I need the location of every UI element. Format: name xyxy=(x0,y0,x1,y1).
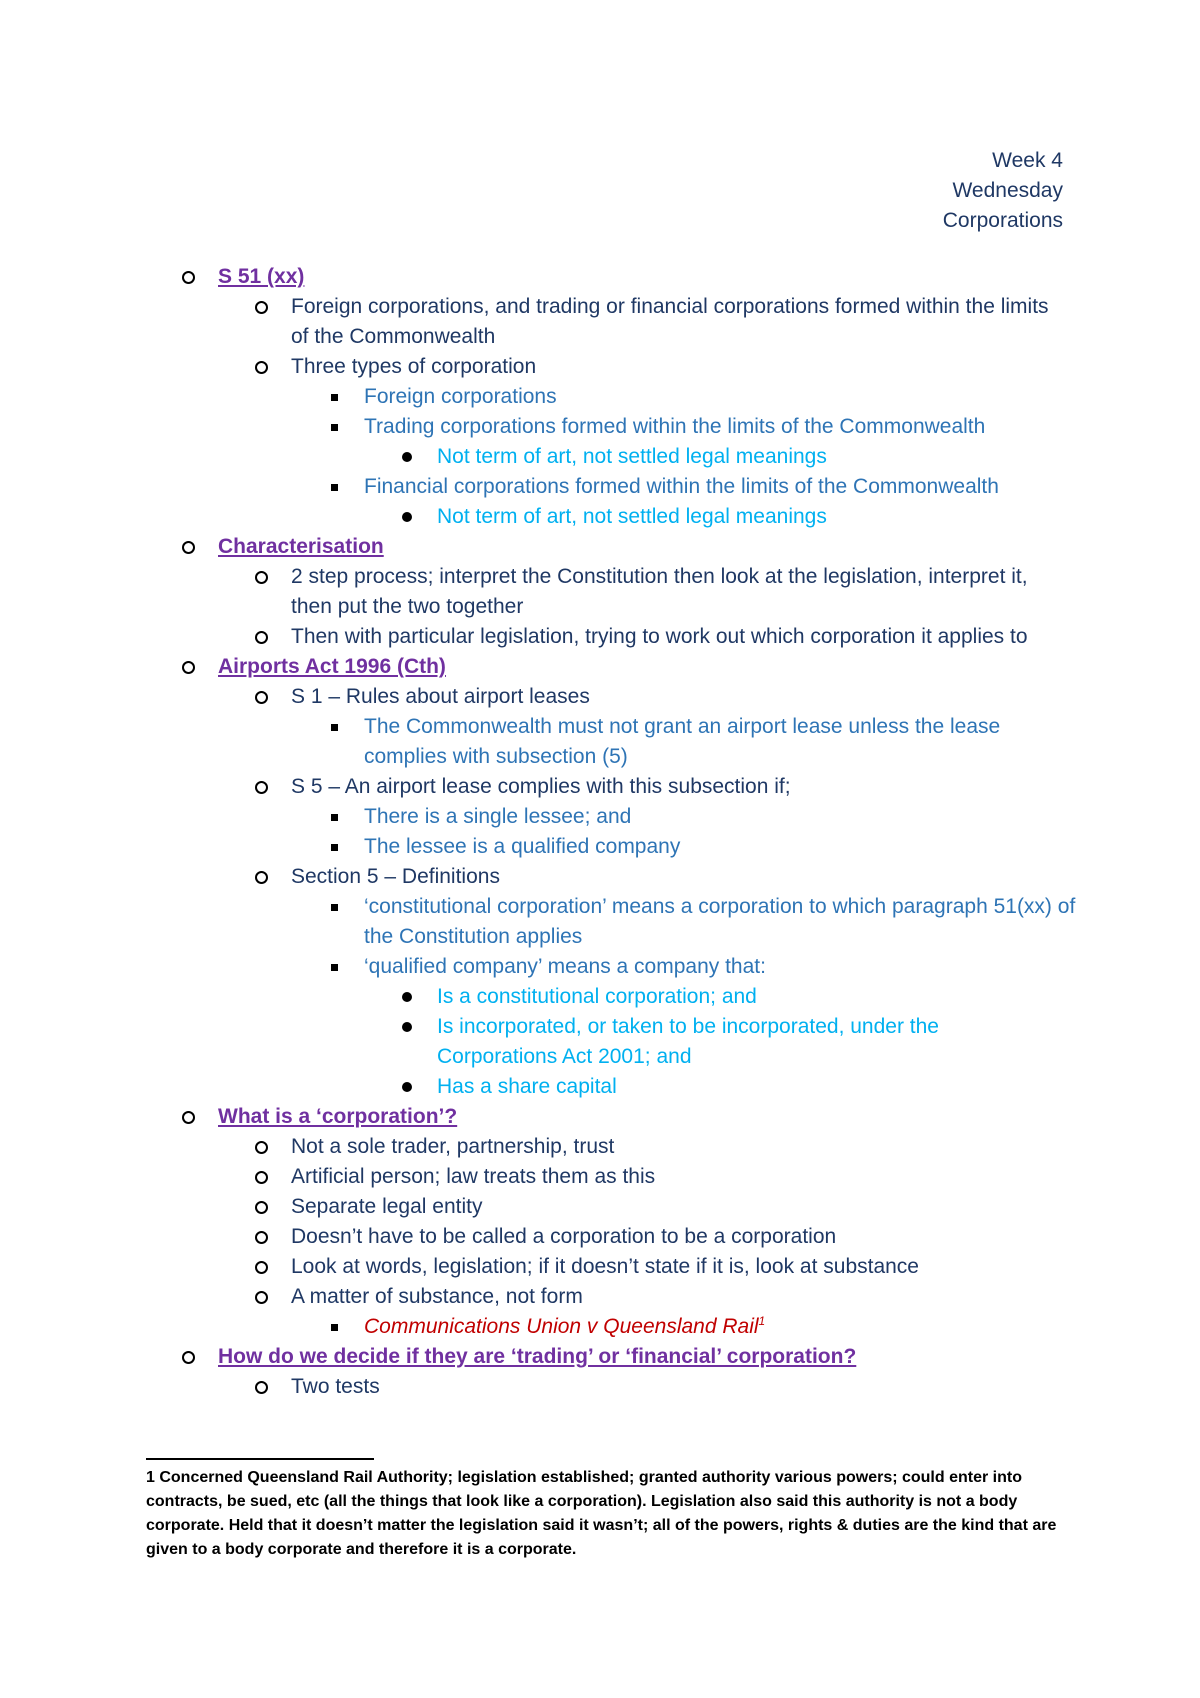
outline-item-label: Trading corporations formed within the limits of the Commonwealth xyxy=(364,415,986,438)
outline-item xyxy=(0,832,1200,862)
outline-item-text xyxy=(291,1282,1071,1312)
outline-item-label: ‘constitutional corporation’ means a corporation to which paragraph 51(xx) of the Constitution applies xyxy=(364,895,1076,948)
page-header xyxy=(943,146,1063,236)
outline-bullet-circle-icon xyxy=(254,562,268,592)
outline-item-label: Three types of corporation xyxy=(291,355,537,378)
outline-item-text xyxy=(291,772,1071,802)
outline-bullet-circle-icon xyxy=(254,1252,268,1282)
outline-item-label: The Commonwealth must not grant an airport lease unless the lease complies with subsection (5) xyxy=(364,715,1001,768)
outline-bullet-circle-icon xyxy=(254,622,268,652)
outline-item-label: S 51 (xx) xyxy=(218,265,305,288)
outline-item-label: Section 5 – Definitions xyxy=(291,865,500,888)
outline-bullet-square-icon xyxy=(327,952,341,982)
outline-item xyxy=(0,1012,1200,1072)
outline-item-label: Separate legal entity xyxy=(291,1195,483,1218)
outline-item-label: S 5 – An airport lease complies with this subsection if; xyxy=(291,775,791,798)
outline-bullet-dot-icon xyxy=(400,982,414,1012)
outline-bullet-square-icon xyxy=(327,412,341,442)
outline-item-label: Look at words, legislation; if it doesn’t state if it is, look at substance xyxy=(291,1255,919,1278)
outline-item-text xyxy=(437,502,1037,532)
outline-bullet-square-icon xyxy=(327,1312,341,1342)
outline-item-text xyxy=(437,1072,1037,1102)
outline-heading xyxy=(0,1102,1200,1132)
outline-bullet-circle-icon xyxy=(254,292,268,322)
outline-item xyxy=(0,352,1200,382)
outline-bullet-square-icon xyxy=(327,802,341,832)
outline-item xyxy=(0,1132,1200,1162)
outline-bullet-square-icon xyxy=(327,382,341,412)
outline-heading xyxy=(0,652,1200,682)
outline-item-label: Financial corporations formed within the limits of the Commonwealth xyxy=(364,475,999,498)
outline-item-label: Doesn’t have to be called a corporation to be a corporation xyxy=(291,1225,837,1248)
outline-item xyxy=(0,1252,1200,1282)
outline-item-text xyxy=(364,472,1084,502)
outline-bullet-circle-icon xyxy=(254,1372,268,1402)
outline-item-label: Not a sole trader, partnership, trust xyxy=(291,1135,615,1158)
outline-heading xyxy=(0,532,1200,562)
outline-item xyxy=(0,292,1200,352)
outline-bullet-circle-icon xyxy=(181,652,195,682)
outline-item-text xyxy=(291,1222,1071,1252)
outline-item-label: There is a single lessee; and xyxy=(364,805,632,828)
outline-bullet-circle-icon xyxy=(254,352,268,382)
outline-bullet-circle-icon xyxy=(254,1282,268,1312)
outline-item-label: Not term of art, not settled legal meanings xyxy=(437,445,827,468)
outline-item-text xyxy=(437,1012,1037,1072)
outline-bullet-square-icon xyxy=(327,712,341,742)
outline-item xyxy=(0,892,1200,952)
outline-item-text xyxy=(218,532,1058,562)
outline-item xyxy=(0,862,1200,892)
outline-item-text xyxy=(364,412,1084,442)
outline-item-label: Two tests xyxy=(291,1375,380,1398)
outline-item-text xyxy=(291,562,1071,622)
outline-item-label: Is a constitutional corporation; and xyxy=(437,985,757,1008)
outline-item-label: Not term of art, not settled legal meanings xyxy=(437,505,827,528)
outline-item xyxy=(0,802,1200,832)
outline-bullet-dot-icon xyxy=(400,442,414,472)
outline-item-label: 2 step process; interpret the Constitution then look at the legislation, interpret it, then put the two together xyxy=(291,565,1028,618)
outline-bullet-circle-icon xyxy=(181,262,195,292)
outline-bullet-dot-icon xyxy=(400,502,414,532)
outline-item-text xyxy=(291,292,1071,352)
outline-item-text xyxy=(437,982,1037,1012)
outline-item-text xyxy=(291,1372,1071,1402)
outline-item-text xyxy=(291,1192,1071,1222)
outline-item xyxy=(0,1372,1200,1402)
outline-bullet-circle-icon xyxy=(254,1162,268,1192)
outline-item xyxy=(0,952,1200,982)
outline-item xyxy=(0,472,1200,502)
outline-item-text xyxy=(291,862,1071,892)
header-week: Week 4 xyxy=(992,149,1063,172)
footnote-reference: 1 xyxy=(758,1314,766,1328)
outline-item-text xyxy=(218,1342,1058,1372)
outline-item xyxy=(0,772,1200,802)
notes-outline xyxy=(0,262,1200,1402)
outline-heading xyxy=(0,262,1200,292)
outline-item-label: Foreign corporations, and trading or financial corporations formed within the limits of the Commonwealth xyxy=(291,295,1049,348)
outline-item-text xyxy=(218,262,1058,292)
outline-item xyxy=(0,1072,1200,1102)
outline-item-text xyxy=(291,352,1071,382)
outline-bullet-square-icon xyxy=(327,832,341,862)
outline-bullet-circle-icon xyxy=(254,772,268,802)
outline-item xyxy=(0,1282,1200,1312)
outline-bullet-circle-icon xyxy=(181,532,195,562)
outline-bullet-circle-icon xyxy=(254,862,268,892)
outline-item-text xyxy=(218,652,1058,682)
outline-item-text xyxy=(291,622,1071,652)
outline-item xyxy=(0,982,1200,1012)
outline-item-text xyxy=(364,802,1084,832)
outline-item-label: Artificial person; law treats them as this xyxy=(291,1165,656,1188)
outline-item xyxy=(0,712,1200,772)
outline-item xyxy=(0,1222,1200,1252)
outline-bullet-circle-icon xyxy=(181,1342,195,1372)
outline-item-text xyxy=(364,892,1084,952)
outline-item xyxy=(0,382,1200,412)
outline-item-label: A matter of substance, not form xyxy=(291,1285,583,1308)
outline-item xyxy=(0,1192,1200,1222)
outline-item-label: Is incorporated, or taken to be incorporated, under the Corporations Act 2001; and xyxy=(437,1015,939,1068)
header-topic: Corporations xyxy=(942,209,1063,232)
outline-bullet-square-icon xyxy=(327,472,341,502)
outline-bullet-circle-icon xyxy=(254,682,268,712)
outline-item-text xyxy=(437,442,1037,472)
outline-item-label: Foreign corporations xyxy=(364,385,557,408)
outline-item-label: Then with particular legislation, trying to work out which corporation it applies to xyxy=(291,625,1028,648)
outline-item-text xyxy=(291,682,1071,712)
outline-item-text xyxy=(364,832,1084,862)
outline-item xyxy=(0,412,1200,442)
outline-item-text xyxy=(364,952,1084,982)
outline-item-text xyxy=(364,712,1084,772)
outline-item-text xyxy=(364,382,1084,412)
outline-item xyxy=(0,562,1200,622)
outline-item xyxy=(0,442,1200,472)
outline-item xyxy=(0,622,1200,652)
outline-item-text xyxy=(291,1132,1071,1162)
outline-item-label: Airports Act 1996 (Cth) xyxy=(218,655,446,678)
outline-bullet-dot-icon xyxy=(400,1072,414,1102)
outline-item xyxy=(0,682,1200,712)
outline-item-label: Characterisation xyxy=(218,535,384,558)
outline-bullet-circle-icon xyxy=(254,1192,268,1222)
outline-item-text xyxy=(291,1252,1071,1282)
outline-item xyxy=(0,502,1200,532)
outline-item-label: Has a share capital xyxy=(437,1075,617,1098)
outline-item xyxy=(0,1162,1200,1192)
outline-item-label: How do we decide if they are ‘trading’ or ‘financial’ corporation? xyxy=(218,1345,857,1368)
outline-item-label: S 1 – Rules about airport leases xyxy=(291,685,590,708)
outline-item-label: ‘qualified company’ means a company that: xyxy=(364,955,766,978)
outline-item-label: What is a ‘corporation’? xyxy=(218,1105,458,1128)
outline-item-text xyxy=(218,1102,1058,1132)
outline-heading xyxy=(0,1342,1200,1372)
outline-bullet-circle-icon xyxy=(181,1102,195,1132)
outline-item-text xyxy=(364,1312,1084,1342)
footnote-separator xyxy=(146,1458,374,1460)
header-day: Wednesday xyxy=(952,179,1063,202)
outline-bullet-square-icon xyxy=(327,892,341,922)
outline-item-text xyxy=(291,1162,1071,1192)
outline-item-label: The lessee is a qualified company xyxy=(364,835,681,858)
footnote: 1 Concerned Queensland Rail Authority; legislation established; granted authority various powers; could enter into contracts, be sued, etc (all the things that look like a corporation). Legislation also said this authority is not a body corporate. Held that it doesn’t matter the legislation said it wasn’t; all of the powers, rights & duties are the kind that are given to a body corporate and therefore it is a corporate. xyxy=(146,1469,1057,1558)
outline-bullet-circle-icon xyxy=(254,1222,268,1252)
outline-item-label: Communications Union v Queensland Rail xyxy=(364,1315,759,1338)
outline-bullet-circle-icon xyxy=(254,1132,268,1162)
outline-bullet-dot-icon xyxy=(400,1012,414,1042)
outline-item xyxy=(0,1312,1200,1342)
